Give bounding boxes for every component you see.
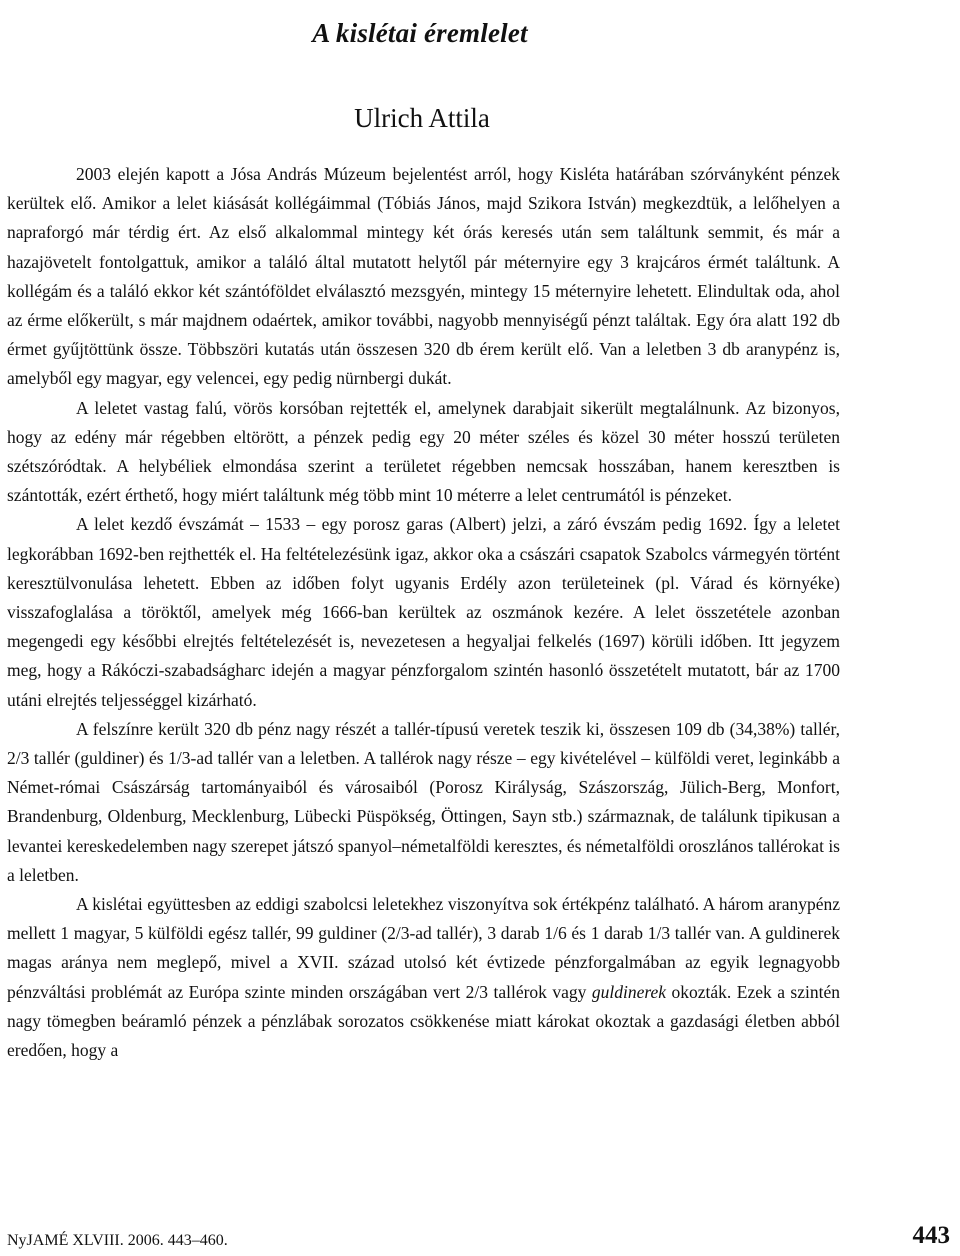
paragraph-3: A lelet kezdő évszámát – 1533 – egy porosz garas (Albert) jelzi, a záró évszám pedig 1692. Így a leletet legkorábban 1692-ben rejthették el. Ha feltételezésünk igaz, akkor oka a császári csapatok Szabolcs vármegyén történt keresztülvonulása lehetett. Ebben az időben folyt ugyanis Erdély azon területeinek (pl. Várad és környéke) visszafoglalása a töröktől, amelyek még 1666-ban kerültek az oszmánok kezére. A lelet összetétele azonban megengedi egy későbbi elrejtés feltételezését is, nevezetesen a hegyaljai felkelés (1697) körüli időben. Itt jegyzem meg, hogy a Rákóczi-szabadságharc idején a magyar pénzforgalom szintén hasonló összetételt mutatott, bár az 1700 utáni elrejtés teljességgel kizárható.	[7, 514, 840, 710]
journal-citation: NyJAMÉ XLVIII. 2006. 443–460.	[7, 1232, 228, 1249]
article-body	[7, 160, 840, 1065]
paragraph-4: A felszínre került 320 db pénz nagy részét a tallér-típusú veretek teszik ki, összesen 109 db (34,38%) tallér, 2/3 tallér (guldiner) és 1/3-ad tallér van a leletben. A tallérok nagy része – egy kivételével – külföldi veret, leginkább a Német-római Császárság tartományaiból és városaiból (Porosz Királyság, Szászország, Jülich-Berg, Monfort, Brandenburg, Oldenburg, Mecklenburg, Lübecki Püspökség, Öttingen, Sayn stb.) származnak, de találunk tipikusan a levantei kereskedelemben nagy szerepet játszó spanyol–németalföldi keresztes, és németalföldi oroszlános tallérokat is a leletben.	[7, 718, 840, 885]
paragraph-1: 2003 elején kapott a Jósa András Múzeum bejelentést arról, hogy Kisléta határában szórványként pénzek kerültek elő. Amikor a lelet kiásását kollégáimmal (Tóbiás János, majd Szikora István) megkezdtük, a lelőhelyen a napraforgó már térdig ért. Az első alkalommal mintegy két órás keresés után sem találtunk semmit, és már a hazajövetelt fontolgattuk, amikor a találó által mutatott helytől pár méternyire egy 3 krajcáros érmét találtunk. A kollégám és a találó ekkor két szántóföldet elválasztó mezsgyén, mintegy 15 méternyire lehetett. Elindultak oda, ahol az érme előkerült, s már majdnem odaértek, amikor további, nagyobb mennyiségű pénzt találtak. Egy óra alatt 192 db érmet gyűjtöttünk össze. Többszöri kutatás után összesen 320 db érem került elő. Van a leletben 3 db aranypénz is, amelyből egy magyar, egy velencei, egy pedig nürnbergi dukát.	[7, 164, 840, 389]
paragraph-2: A leletet vastag falú, vörös korsóban rejtették el, amelynek darabjait sikerült megtalálnunk. Az bizonyos, hogy az edény már régebben eltörött, a pénzek pedig egy 20 méter széles és közel 30 méter hosszú területen szétszóródtak. A helybéliek elmondása szerint a területet régebben nemcsak hosszában, hanem keresztben is szántották, ezért érthető, hogy miért találtunk még több mint 10 méterre a lelet centrumától is pénzeket.	[7, 397, 840, 506]
paragraph-5-text-end: okozták. Ezek a szintén nagy tömegben beáramló pénzek a pénzlábak sorozatos csökkenése miatt károkat okoztak a gazdasági életben abból eredően, hogy a	[7, 981, 840, 1061]
article-title: A kislétai éremlelet	[312, 18, 528, 49]
paragraph-5	[7, 890, 840, 1065]
paragraph-5-italic-term: guldinerek	[591, 981, 667, 1002]
paragraph-5-text-start: A kislétai együttesben az eddigi szabolcsi leletekhez viszonyítva sok értékpénz található. A három aranypénz mellett 1 magyar, 5 külföldi egész tallér, 99 guldiner (2/3-ad tallér), 3 darab 1/6 és 1 darab 1/3 tallér van. A guldinerek magas aránya nem meglepő, mivel a XVII. század utolsó két évtizede pénzforgalmában az egyik legnagyobb pénzváltási problémát az Európa szinte minden országában vert 2/3 tallérok vagy	[7, 894, 840, 1002]
page-number: 443	[912, 1222, 950, 1249]
article-author: Ulrich Attila	[354, 103, 490, 134]
